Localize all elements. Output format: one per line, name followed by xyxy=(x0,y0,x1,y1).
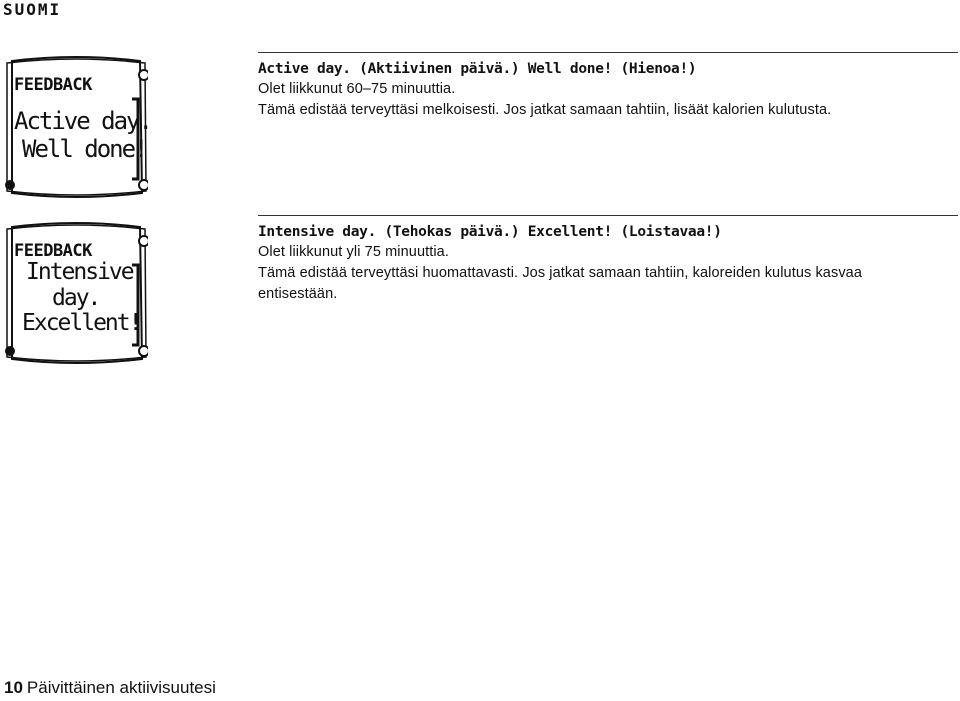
language-header: SUOMI xyxy=(3,0,62,19)
section-text-line: Olet liikkunut 60–75 minuuttia. xyxy=(258,81,456,97)
section-divider xyxy=(258,52,958,53)
watch-display-intensive-day xyxy=(4,221,148,365)
watch-display-active-day xyxy=(4,55,151,199)
section-heading: Active day. (Aktiivinen päivä.) Well done! (Hienoa!) xyxy=(258,61,697,77)
section-heading: Intensive day. (Tehokas päivä.) Excellent! (Loistavaa!) xyxy=(258,224,722,240)
section-active-day xyxy=(258,52,958,121)
page-number: 10 xyxy=(4,678,23,697)
page-footer xyxy=(4,678,216,698)
watch-line-1: Active day. xyxy=(14,107,151,135)
watch-line-2: Well done! xyxy=(22,135,147,163)
watch-title: FEEDBACK xyxy=(14,75,92,95)
watch-title: FEEDBACK xyxy=(14,241,92,261)
section-text-line: Olet liikkunut yli 75 minuuttia. xyxy=(258,244,449,260)
section-text-line: Tämä edistää terveyttäsi huomattavasti. Jos jatkat samaan tahtiin, kaloreiden kulutus kasvaa xyxy=(258,265,863,281)
section-text-line: Tämä edistää terveyttäsi melkoisesti. Jos jatkat samaan tahtiin, lisäät kalorien kulutusta. xyxy=(258,102,832,118)
footer-title: Päivittäinen aktiivisuutesi xyxy=(26,678,216,697)
section-divider xyxy=(258,215,958,216)
section-intensive-day xyxy=(258,215,958,305)
watch-line-1: Intensive xyxy=(26,259,133,285)
watch-line-3: Excellent! xyxy=(22,310,141,336)
section-text-line: entisestään. xyxy=(258,286,338,302)
watch-line-2: day. xyxy=(52,285,100,311)
